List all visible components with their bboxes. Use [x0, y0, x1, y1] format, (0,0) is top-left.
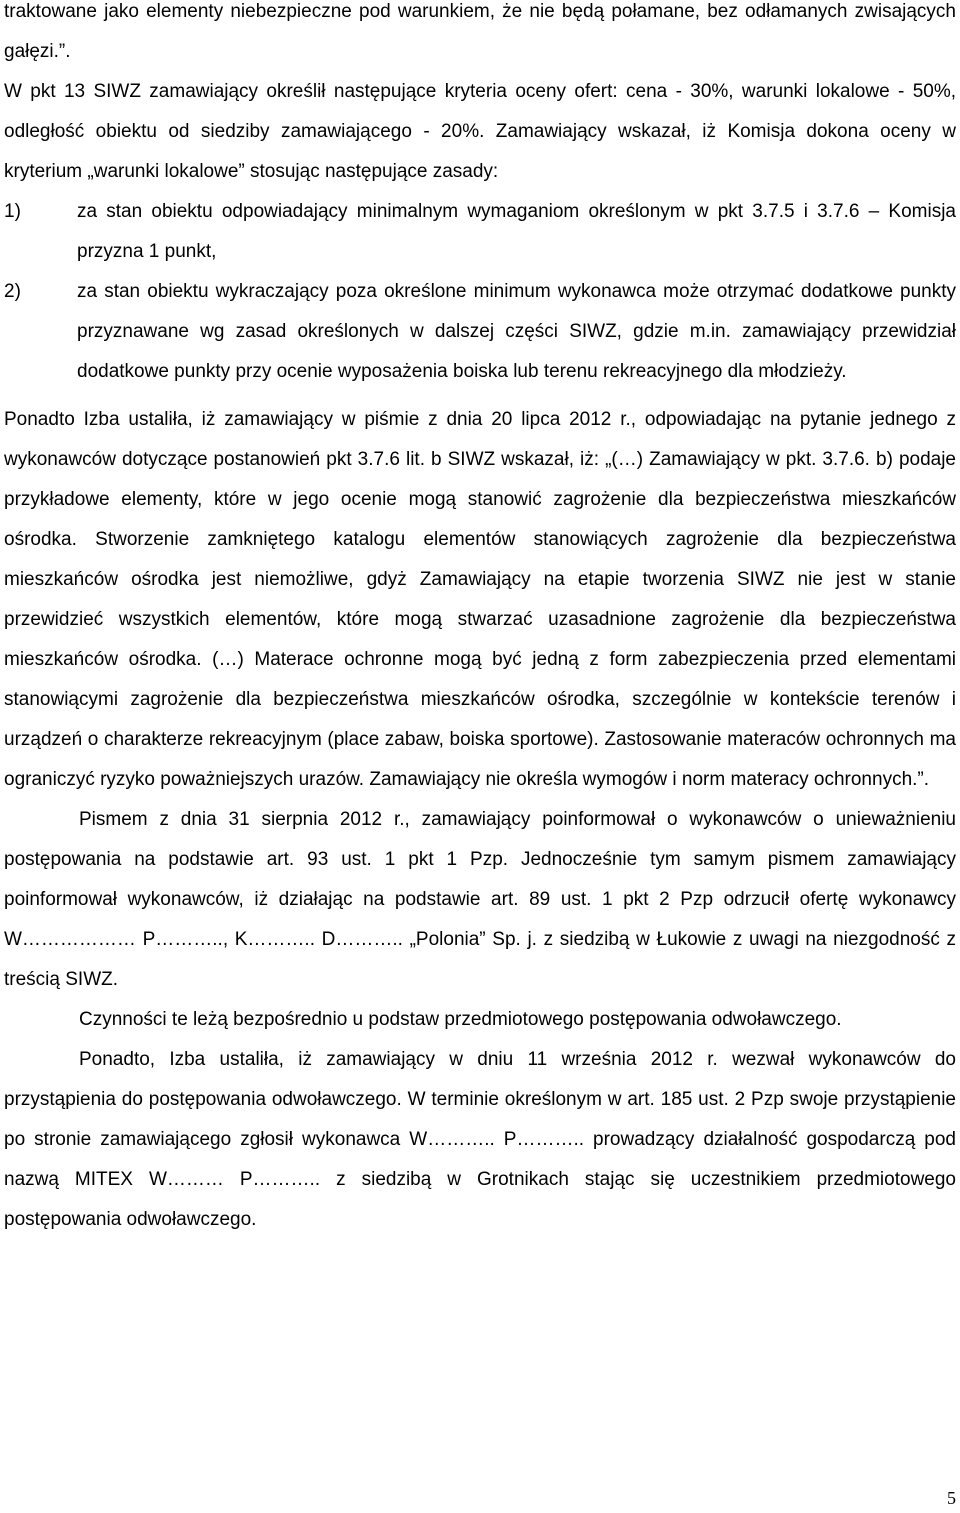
page-number: 5 — [947, 1488, 956, 1508]
list-item-number: 2) — [4, 281, 21, 302]
paragraph-intro-continuation: traktowane jako elementy niebezpieczne pod warunkiem, że nie będą połamane, bez odłamanych zwisających gałęzi.”. — [4, 1, 956, 62]
list-item-text: za stan obiektu odpowiadający minimalnym wymaganiom określonym w pkt 3.7.5 i 3.7.6 – Komisja przyzna 1 punkt, — [77, 201, 956, 262]
paragraph-izba-findings: Ponadto Izba ustaliła, iż zamawiający w piśmie z dnia 20 lipca 2012 r., odpowiadając na pytanie jednego z wykonawców dotyczące postanowień pkt 3.7.6 lit. b SIWZ wskazał, iż: „(…) Zamawiający w pkt. 3.7.6. b) podaje przykładowe elementy, które w jego ocenie mogą stanowić zagrożenie dla bezpieczeństwa mieszkańców ośrodka. Stworzenie zamkniętego katalogu elementów stanowiących zagrożenie dla bezpieczeństwa mieszkańców ośrodka jest niemożliwe, gdyż Zamawiający na etapie tworzenia SIWZ nie jest w stanie przewidzieć wszystkich elementów, które mogą stwarzać uzasadnione zagrożenie dla bezpieczeństwa mieszkańców ośrodka. (…) Materace ochronne mogą być jedną z form zabezpieczenia przed elementami stanowiącymi zagrożenie dla bezpieczeństwa mieszkańców ośrodka, szczególnie w kontekście terenów i urządzeń o charakterze rekreacyjnym (place zabaw, boiska sportowe). Zastosowanie materaców ochronnych ma ograniczyć ryzyko poważniejszych urazów. Zamawiający nie określa wymogów i norm materacy ochronnych.”. — [4, 409, 956, 790]
list-item-text: za stan obiektu wykraczający poza określone minimum wykonawca może otrzymać dodatkowe punkty przyznawane wg zasad określonych w dalszej części SIWZ, gdzie m.in. zamawiający przewidział dodatkowe punkty przy ocenie wyposażenia boiska lub terenu rekreacyjnego dla młodzieży. — [77, 281, 956, 382]
paragraph-intervention: Ponadto, Izba ustaliła, iż zamawiający w dniu 11 września 2012 r. wezwał wykonawców do przystąpienia do postępowania odwoławczego. W terminie określonym w art. 185 ust. 2 Pzp swoje przystąpienie po stronie zamawiającego zgłosił wykonawca W……….. P……….. prowadzący działalność gospodarczą pod nazwą MITEX W……… P……….. z siedzibą w Grotnikach stając się uczestnikiem przedmiotowego postępowania odwoławczego. — [4, 1049, 956, 1230]
paragraph-basis-of-appeal: Czynności te leżą bezpośrednio u podstaw przedmiotowego postępowania odwoławczego. — [79, 1009, 842, 1030]
list-item — [4, 192, 956, 272]
list-item-number: 1) — [4, 201, 21, 222]
paragraph-criteria: W pkt 13 SIWZ zamawiający określił następujące kryteria oceny ofert: cena - 30%, warunki lokalowe - 50%, odległość obiektu od siedziby zamawiającego - 20%. Zamawiający wskazał, iż Komisja dokona oceny w kryterium „warunki lokalowe” stosując następujące zasady: — [4, 81, 956, 182]
criteria-rules-list — [4, 192, 956, 392]
paragraph-cancellation-letter: Pismem z dnia 31 sierpnia 2012 r., zamawiający poinformował o wykonawców o unieważnieniu postępowania na podstawie art. 93 ust. 1 pkt 1 Pzp. Jednocześnie tym samym pismem zamawiający poinformował wykonawców, iż działając na podstawie art. 89 ust. 1 pkt 2 Pzp odrzucił ofertę wykonawcy W……………… P……….., K……….. D……….. „Polonia” Sp. j. z siedzibą w Łukowie z uwagi na niezgodność z treścią SIWZ. — [4, 809, 956, 990]
document-page — [4, 0, 956, 1240]
list-item — [4, 272, 956, 392]
